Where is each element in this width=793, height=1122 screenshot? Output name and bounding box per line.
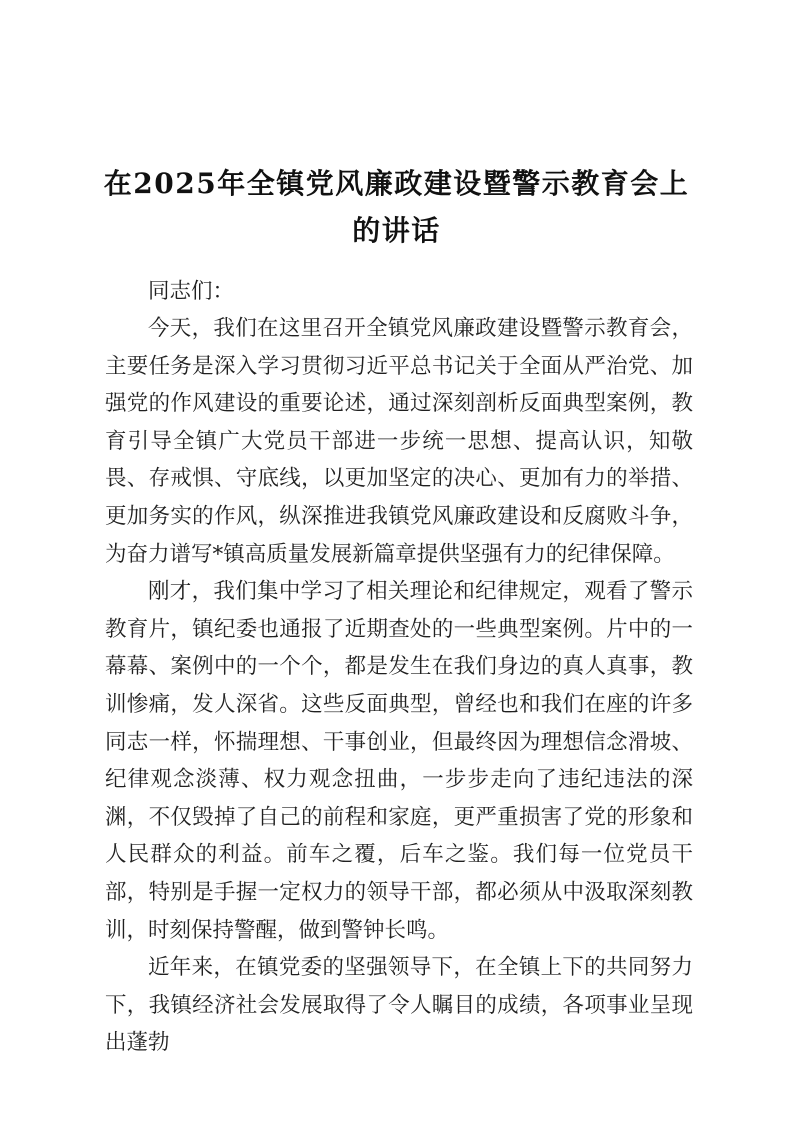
paragraph-recent-years: 近年来，在镇党委的坚强领导下，在全镇上下的共同努力下，我镇经济社会发展取得了令人瞩目的成绩，各项事业呈现出蓬勃 xyxy=(105,955,693,1056)
paragraph-opening: 今天，我们在这里召开全镇党风廉政建设暨警示教育会，主要任务是深入学习贯彻习近平总书记关于全面从严治党、加强党的作风建设的重要论述，通过深刻剖析反面典型案例，教育引导全镇广大党员干部进一步统一思想、提高认识，知敬畏、存戒惧、守底线，以更加坚定的决心、更加有力的举措、更加务实的作风，纵深推进我镇党风廉政建设和反腐败斗争，为奋力谱写*镇高质量发展新篇章提供坚强有力的纪律保障。 xyxy=(105,316,693,567)
document-title xyxy=(0,19,793,254)
paragraph-salutation: 同志们： xyxy=(148,278,235,304)
paragraph-warning-education: 刚才，我们集中学习了相关理论和纪律规定，观看了警示教育片，镇纪委也通报了近期查处的一些典型案例。片中的一幕幕、案例中的一个个，都是发生在我们身边的真人真事，教训惨痛，发人深省。这些反面典型，曾经也和我们在座的许多同志一样，怀揣理想、干事创业，但最终因为理想信念滑坡、纪律观念淡薄、权力观念扭曲，一步步走向了违纪违法的深渊，不仅毁掉了自己的前程和家庭，更严重损害了党的形象和人民群众的利益。前车之覆，后车之鉴。我们每一位党员干部，特别是手握一定权力的领导干部，都必须从中汲取深刻教训，时刻保持警醒，做到警钟长鸣。 xyxy=(105,579,693,943)
document-title-line-2: 的讲话 xyxy=(352,213,441,247)
document-title-line-1: 在2025年全镇党风廉政建设暨警示教育会上 xyxy=(103,166,690,200)
document-body xyxy=(105,273,693,1062)
